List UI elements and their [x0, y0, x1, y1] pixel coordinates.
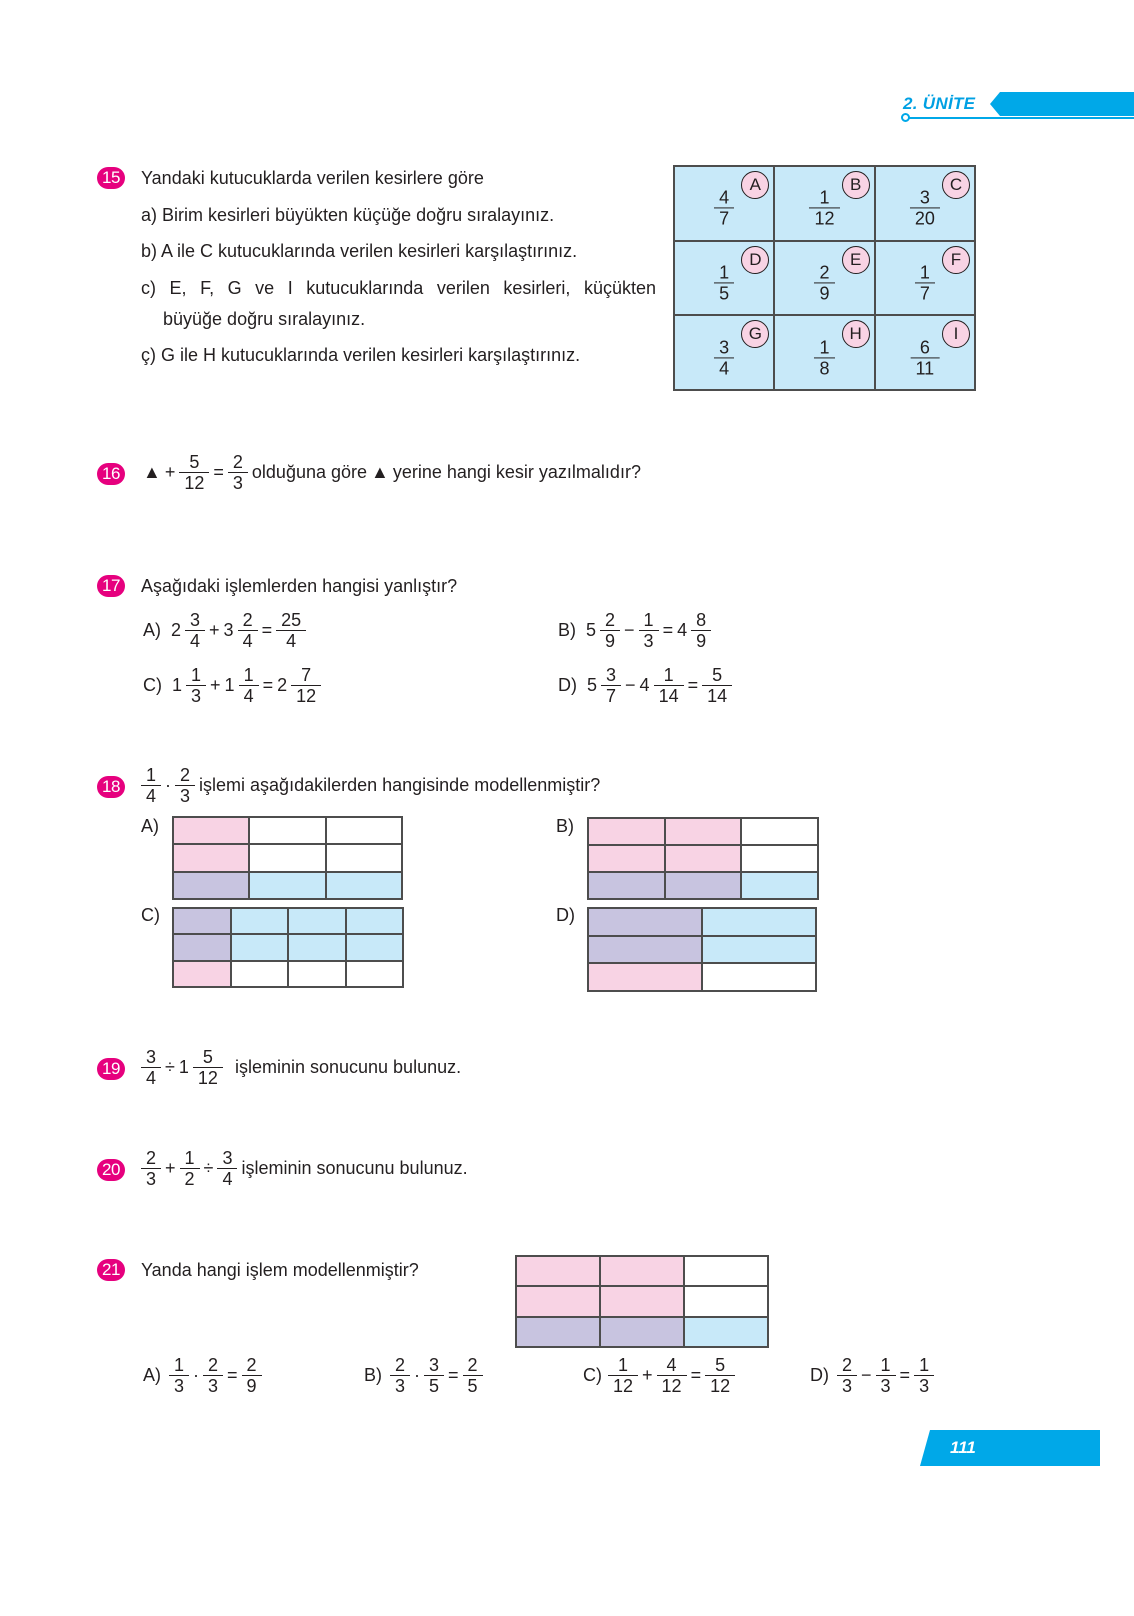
- box-b: [774, 166, 874, 241]
- q18-option-d-label[interactable]: D): [556, 905, 575, 925]
- q15-part-cc: ç) G ile H kutucuklarında verilen kesirleri karşılaştırınız.: [141, 345, 581, 365]
- box-label-circle: G: [741, 320, 769, 348]
- page-number: 111: [950, 1438, 976, 1457]
- q21-option-b[interactable]: B) $\frac{2}{3}$ · $\frac{3}{5}$ = $\frac{2}{5}$: [362, 1355, 485, 1396]
- q18-option-d-model[interactable]: [587, 907, 817, 992]
- q17-option-a[interactable]: A) 2 $\frac{3}{4}$ + 3 $\frac{2}{4}$ = $\frac{25}{4}$: [141, 610, 308, 651]
- question-number-17: 17: [97, 575, 125, 597]
- box-g: [674, 315, 774, 390]
- box-a: [674, 166, 774, 241]
- q19-expression: $\frac{3}{4}$ ÷ 1 $\frac{5}{12}$ işleminin sonucunu bulunuz.: [139, 1047, 463, 1088]
- fraction: $\frac{1}{12}$: [809, 188, 839, 229]
- fraction: $\frac{2}{3}$: [228, 452, 248, 493]
- question-number-16: 16: [97, 463, 125, 485]
- fraction: $\frac{3}{4}$: [714, 337, 734, 378]
- fraction: $\frac{3}{20}$: [910, 188, 940, 229]
- question-number-15: 15: [97, 167, 125, 189]
- q18-option-a-label[interactable]: A): [141, 816, 159, 836]
- triangle-icon: ▲: [371, 462, 389, 482]
- q15-part-b: b) A ile C kutucuklarında verilen kesirleri karşılaştırınız.: [141, 241, 578, 261]
- box-label-circle: A: [741, 171, 769, 199]
- unit-label: 2. ÜNİTE: [903, 94, 976, 113]
- question-number-21: 21: [97, 1259, 125, 1281]
- box-label-circle: F: [942, 246, 970, 274]
- q18-option-c-label[interactable]: C): [141, 905, 160, 925]
- q21-model: [515, 1255, 769, 1348]
- box-label-circle: B: [842, 171, 870, 199]
- q18-prompt: $\frac{1}{4}$ · $\frac{2}{3}$ işlemi aşağıdakilerden hangisinde modellenmiştir?: [139, 765, 602, 806]
- q17-option-d[interactable]: D) 5 $\frac{3}{7}$ − 4 $\frac{1}{14}$ = $\frac{5}{14}$: [556, 665, 734, 706]
- page-number-tab: [920, 1430, 1100, 1466]
- box-d: [674, 241, 774, 316]
- unit-header-dot-icon: [901, 113, 910, 122]
- box-h: [774, 315, 874, 390]
- box-e: [774, 241, 874, 316]
- fraction: $\frac{1}{8}$: [814, 337, 834, 378]
- box-label-circle: E: [842, 246, 870, 274]
- q17-option-b[interactable]: B) 5 $\frac{2}{9}$ − $\frac{1}{3}$ = 4 $\frac{8}{9}$: [556, 610, 713, 651]
- q18-option-b-label[interactable]: B): [556, 816, 574, 836]
- q18-option-a-model[interactable]: [172, 816, 403, 900]
- triangle-icon: ▲: [143, 462, 161, 482]
- box-f: [875, 241, 975, 316]
- q18-option-b-model[interactable]: [587, 817, 819, 900]
- q17-option-c[interactable]: C) 1 $\frac{1}{3}$ + 1 $\frac{1}{4}$ = 2 $\frac{7}{12}$: [141, 665, 323, 706]
- fraction: $\frac{1}{5}$: [714, 262, 734, 303]
- fraction: $\frac{6}{11}$: [910, 337, 939, 378]
- unit-header-bar: [990, 92, 1134, 116]
- q21-option-a[interactable]: A) $\frac{1}{3}$ · $\frac{2}{3}$ = $\frac{2}{9}$: [141, 1355, 264, 1396]
- box-label-circle: I: [942, 320, 970, 348]
- fraction: $\frac{1}{7}$: [915, 262, 935, 303]
- box-i: [875, 315, 975, 390]
- q21-option-d[interactable]: D) $\frac{2}{3}$ − $\frac{1}{3}$ = $\frac{1}{3}$: [808, 1355, 936, 1396]
- q15-part-a: a) Birim kesirleri büyükten küçüğe doğru sıralayınız.: [141, 205, 555, 225]
- box-label-circle: D: [741, 246, 769, 274]
- q15-part-c-line2: büyüğe doğru sıralayınız.: [163, 309, 366, 329]
- fraction: $\frac{4}{7}$: [714, 188, 734, 229]
- q15-fraction-boxes: [673, 165, 976, 391]
- q15-intro: Yandaki kutucuklarda verilen kesirlere göre: [141, 168, 484, 188]
- unit-header-line: [907, 117, 1134, 119]
- q21-prompt: Yanda hangi işlem modellenmiştir?: [141, 1260, 419, 1280]
- q15-part-c-line1: c) E, F, G ve I kutucuklarında verilen kesirleri, küçükten: [141, 278, 656, 298]
- fraction: $\frac{2}{9}$: [814, 262, 834, 303]
- question-number-18: 18: [97, 776, 125, 798]
- q20-expression: $\frac{2}{3}$ + $\frac{1}{2}$ ÷ $\frac{3}{4}$ işleminin sonucunu bulunuz.: [139, 1148, 470, 1189]
- question-number-20: 20: [97, 1159, 125, 1181]
- q16-equation: ▲ + $\frac{5}{12}$ = $\frac{2}{3}$ olduğuna göre ▲ yerine hangi kesir yazılmalıdır?: [143, 452, 641, 493]
- q18-option-c-model[interactable]: [172, 907, 404, 988]
- q21-option-c[interactable]: C) $\frac{1}{12}$ + $\frac{4}{12}$ = $\frac{5}{12}$: [581, 1355, 737, 1396]
- box-label-circle: C: [942, 171, 970, 199]
- fraction: $\frac{5}{12}$: [179, 452, 209, 493]
- box-label-circle: H: [842, 320, 870, 348]
- question-number-19: 19: [97, 1058, 125, 1080]
- q17-prompt: Aşağıdaki işlemlerden hangisi yanlıştır?: [141, 576, 458, 596]
- box-c: [875, 166, 975, 241]
